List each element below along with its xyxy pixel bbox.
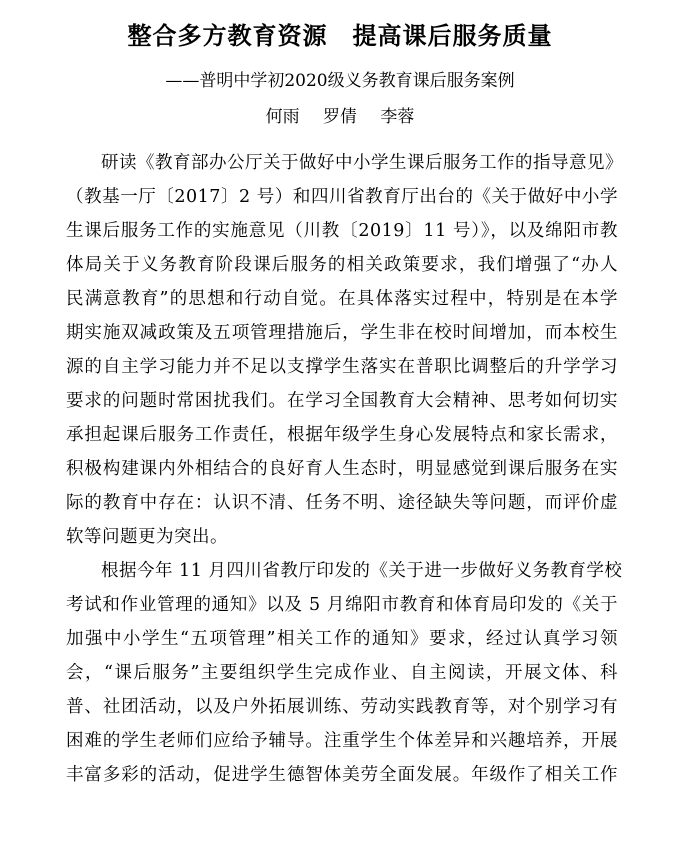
document-subtitle: ——普明中学初2020级义务教育课后服务案例 xyxy=(165,71,515,91)
text-line: 体局关于义务教育阶段课后服务的相关政策要求，我们增强了“办人 xyxy=(66,255,618,275)
text-line: 丰富多彩的活动，促进学生德智体美劳全面发展。年级作了相关工作 xyxy=(66,765,618,785)
text-line: 考试和作业管理的通知》以及 5 月绵阳市教育和体育局印发的《关于 xyxy=(66,595,618,615)
text-line: 普、社团活动，以及户外拓展训练、劳动实践教育等，对个别学习有 xyxy=(66,697,618,717)
author-name: 何雨 xyxy=(265,107,300,127)
text-line: 民满意教育”的思想和行动自觉。在具体落实过程中，特别是在本学 xyxy=(66,289,618,309)
text-line: 困难的学生老师们应给予辅导。注重学生个体差异和兴趣培养，开展 xyxy=(66,731,618,751)
paragraph-2 xyxy=(66,554,623,792)
text-line: 研读《教育部办公厅关于做好中小学生课后服务工作的指导意见》 xyxy=(101,153,623,173)
text-line: 期实施双减政策及五项管理措施后，学生非在校时间增加，而本校生 xyxy=(66,323,618,343)
author-name: 李蓉 xyxy=(380,107,415,127)
text-line: （教基一厅〔2017〕2 号）和四川省教育厅出台的《关于做好中小学 xyxy=(66,187,618,207)
author-list xyxy=(0,104,680,130)
text-line: 际的教育中存在：认识不清、任务不明、途径缺失等问题，而评价虚 xyxy=(66,493,618,513)
text-line: 会，“课后服务”主要组织学生完成作业、自主阅读，开展文体、科 xyxy=(66,663,618,683)
text-line: 软等问题更为突出。 xyxy=(66,527,228,547)
text-line: 积极构建课内外相结合的良好育人生态时，明显感觉到课后服务在实 xyxy=(66,459,618,479)
text-line: 要求的问题时常困扰我们。在学习全国教育大会精神、思考如何切实 xyxy=(66,391,618,411)
document-title: 整合多方教育资源 提高课后服务质量 xyxy=(127,22,553,50)
paragraph-1 xyxy=(66,146,623,554)
text-line: 加强中小学生“五项管理”相关工作的通知》要求，经过认真学习领 xyxy=(66,629,618,649)
author-name: 罗倩 xyxy=(323,107,357,127)
text-line: 源的自主学习能力并不足以支撑学生落实在普职比调整后的升学学习 xyxy=(66,357,618,377)
text-line: 生课后服务工作的实施意见（川教〔2019〕11 号）》，以及绵阳市教 xyxy=(66,221,618,241)
document-body xyxy=(66,146,623,792)
text-line: 根据今年 11 月四川省教厅印发的《关于进一步做好义务教育学校 xyxy=(101,561,623,581)
text-line: 承担起课后服务工作责任，根据年级学生身心发展特点和家长需求， xyxy=(66,425,618,445)
